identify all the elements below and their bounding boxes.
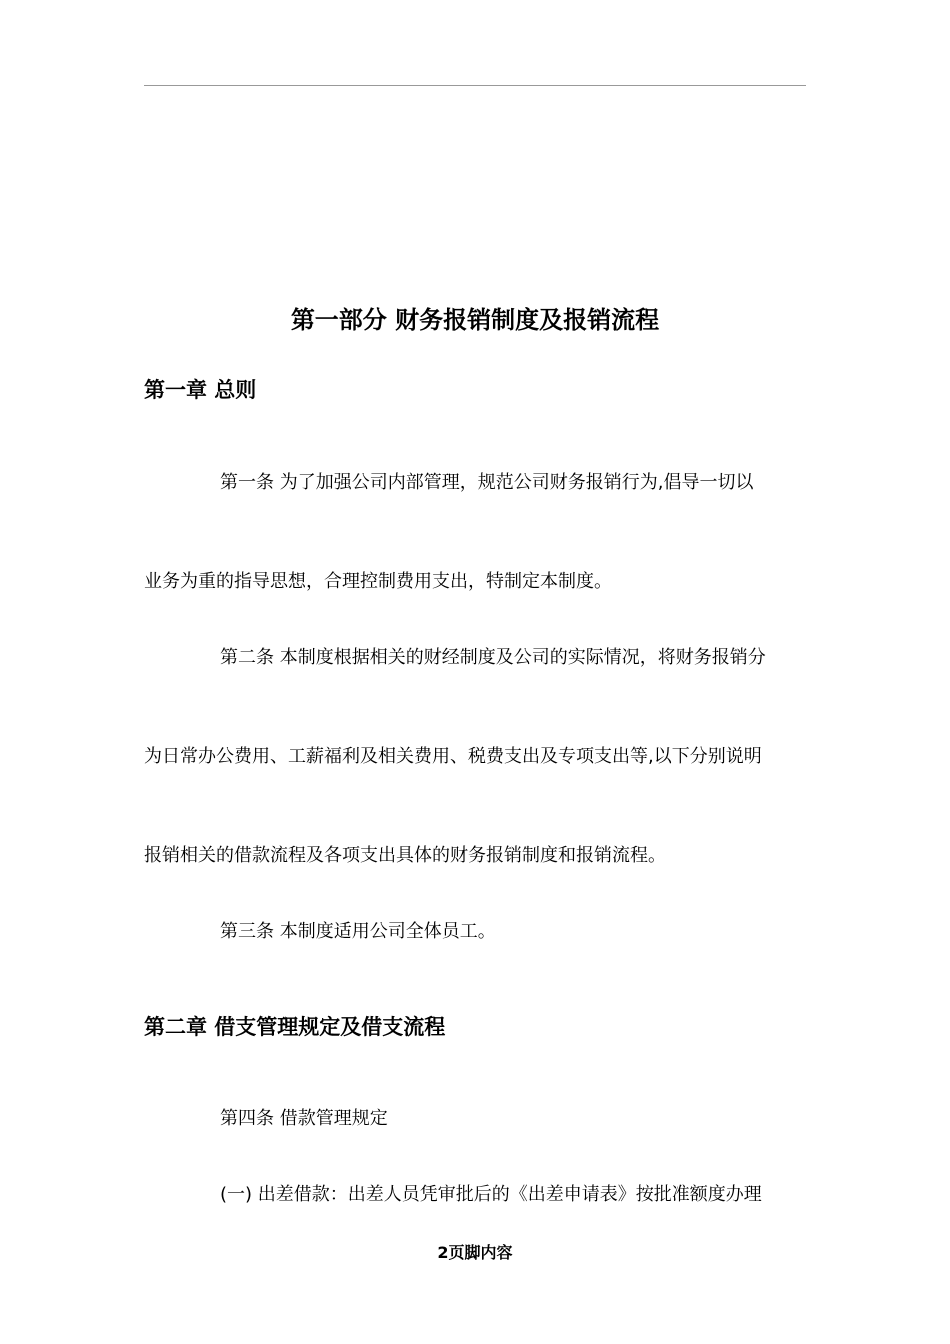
- article-2-line-1: 第二条 本制度根据相关的财经制度及公司的实际情况，将财务报销分: [220, 647, 766, 668]
- chapter-2-heading: 第二章 借支管理规定及借支流程: [144, 1015, 446, 1039]
- article-1-line-1: 第一条 为了加强公司内部管理，规范公司财务报销行为,倡导一切以: [220, 472, 754, 493]
- article-3: 第三条 本制度适用公司全体员工。: [220, 921, 496, 942]
- chapter-1-heading: 第一章 总则: [144, 378, 257, 402]
- document-title: 第一部分 财务报销制度及报销流程: [290, 306, 660, 334]
- page-footer: 2页脚内容: [437, 1243, 513, 1262]
- article-2-line-2: 为日常办公费用、工薪福利及相关费用、税费支出及专项支出等,以下分别说明: [144, 746, 762, 767]
- article-1-line-2: 业务为重的指导思想，合理控制费用支出，特制定本制度。: [144, 571, 612, 592]
- article-2-line-3: 报销相关的借款流程及各项支出具体的财务报销制度和报销流程。: [144, 845, 666, 866]
- header-rule: [144, 85, 806, 86]
- article-4: 第四条 借款管理规定: [220, 1108, 388, 1129]
- item-1-line-1: (一) 出差借款：出差人员凭审批后的《出差申请表》按批准额度办理: [220, 1184, 762, 1205]
